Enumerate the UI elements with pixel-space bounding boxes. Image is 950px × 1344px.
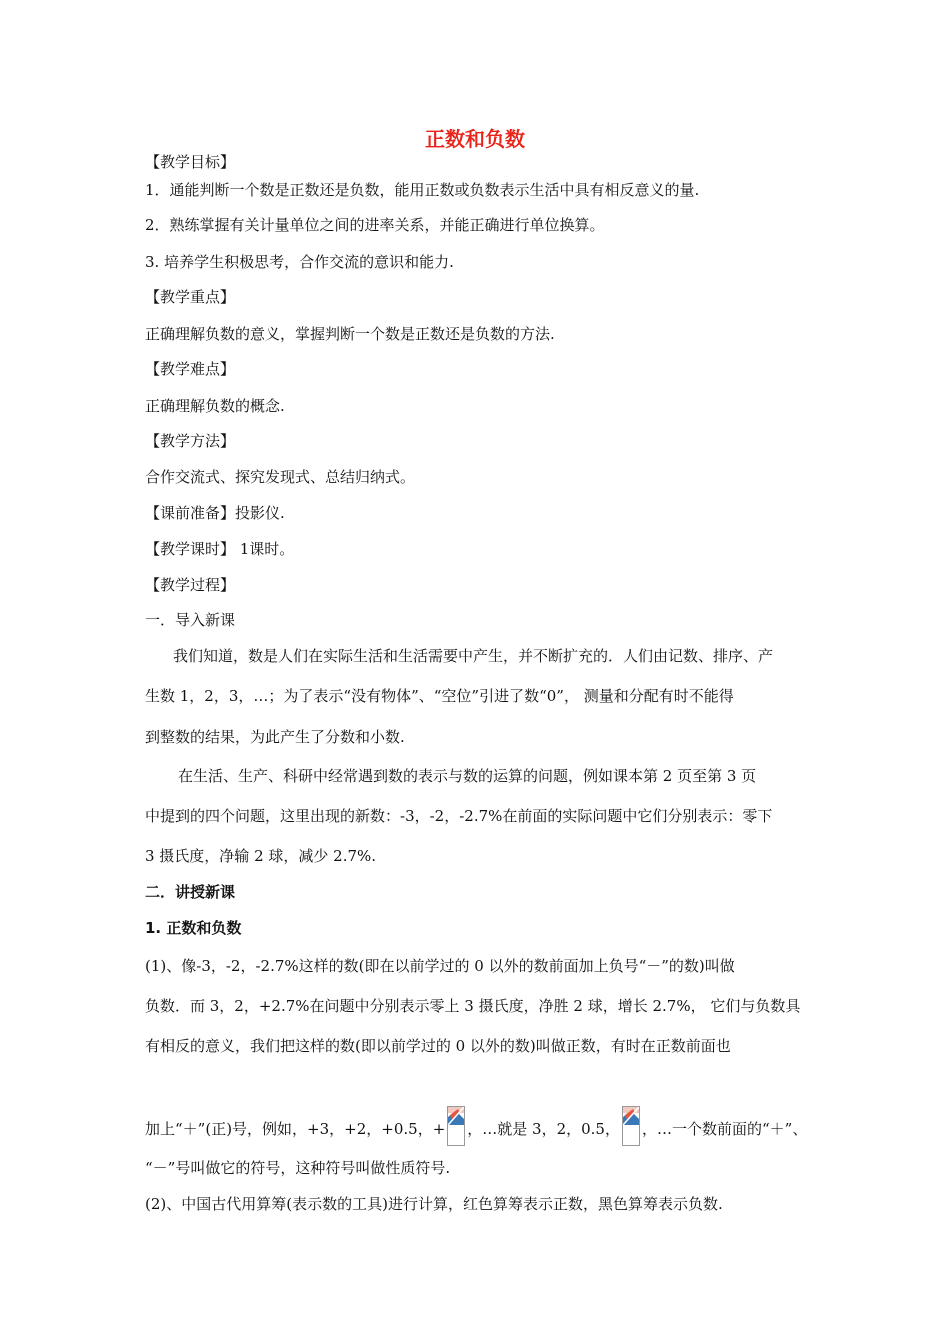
key-points-text: 正确理解负数的意义，掌握判断一个数是正数还是负数的方法. <box>145 325 555 343</box>
section-heading-difficulties: 【教学难点】 <box>145 360 236 378</box>
part-two-heading: 二．讲授新课 <box>145 883 236 901</box>
paragraph-2-line-1: 在生活、生产、科研中经常遇到数的表示与数的运算的问题，例如课本第 2 页至第 3 页 <box>178 767 757 785</box>
objective-2: 2．熟练掌握有关计量单位之间的进率关系，并能正确进行单位换算。 <box>145 216 605 234</box>
broken-image-icon <box>622 1106 640 1146</box>
paragraph-1-line-1: 我们知道，数是人们在实际生活和生活需要中产生，并不断扩充的．人们由记数、排序、产 <box>173 647 774 665</box>
definition-line-5: “－”号叫做它的符号，这种符号叫做性质符号. <box>145 1159 451 1177</box>
sign-text-part-3: ，…一个数前面的“＋”、 <box>641 1120 808 1138</box>
section-heading-key-points: 【教学重点】 <box>145 288 236 306</box>
sign-text-part-2: ，…就是 3，2，0.5， <box>467 1120 620 1138</box>
broken-image-icon <box>447 1106 465 1146</box>
definition-line-2: 负数．而 3，2，+2.7%在问题中分别表示零上 3 摄氏度，净胜 2 球，增长 2.7%， 它们与负数具 <box>145 997 801 1015</box>
paragraph-1-line-2: 生数 1，2，3，…；为了表示“没有物体”、“空位”引进了数“0”， 测量和分配有时不能得 <box>145 687 734 705</box>
methods-text: 合作交流式、探究发现式、总结归纳式。 <box>145 468 416 486</box>
objective-3: 3. 培养学生积极思考，合作交流的意识和能力. <box>145 253 454 271</box>
objective-1: 1．通能判断一个数是正数还是负数，能用正数或负数表示生活中具有相反意义的量. <box>145 181 700 199</box>
sign-text-part-1: 加上“＋”(正)号，例如，+3，+2，+0.5，+ <box>145 1120 446 1138</box>
paragraph-1-line-3: 到整数的结果，为此产生了分数和小数. <box>145 728 405 746</box>
section-heading-methods: 【教学方法】 <box>145 432 236 450</box>
section-heading-objectives: 【教学目标】 <box>145 153 236 171</box>
definition-line-1: (1)、像-3，-2，-2.7%这样的数(即在以前学过的 0 以外的数前面加上负号“－”的数)叫做 <box>145 957 735 975</box>
paragraph-2-line-3: 3 摄氏度，净输 2 球，减少 2.7%. <box>145 847 377 865</box>
subsection-heading: 1. 正数和负数 <box>145 919 242 937</box>
definition-line-4 <box>145 1106 807 1146</box>
page-title: 正数和负数 <box>425 127 525 151</box>
part-one-heading: 一．导入新课 <box>145 611 236 629</box>
definition-line-3: 有相反的意义，我们把这样的数(即以前学过的 0 以外的数)叫做正数，有时在正数前面也 <box>145 1037 731 1055</box>
paragraph-2-line-2: 中提到的四个问题，这里出现的新数：-3，-2，-2.7%在前面的实际问题中它们分别表示：零下 <box>145 807 773 825</box>
difficulties-text: 正确理解负数的概念. <box>145 397 285 415</box>
section-heading-process: 【教学过程】 <box>145 576 236 594</box>
class-hours-text: 【教学课时】 1课时。 <box>145 540 295 558</box>
ancient-counting-rods-text: (2)、中国古代用算筹(表示数的工具)进行计算，红色算筹表示正数，黑色算筹表示负数. <box>145 1195 723 1213</box>
preparation-text: 【课前准备】投影仪. <box>145 504 285 522</box>
